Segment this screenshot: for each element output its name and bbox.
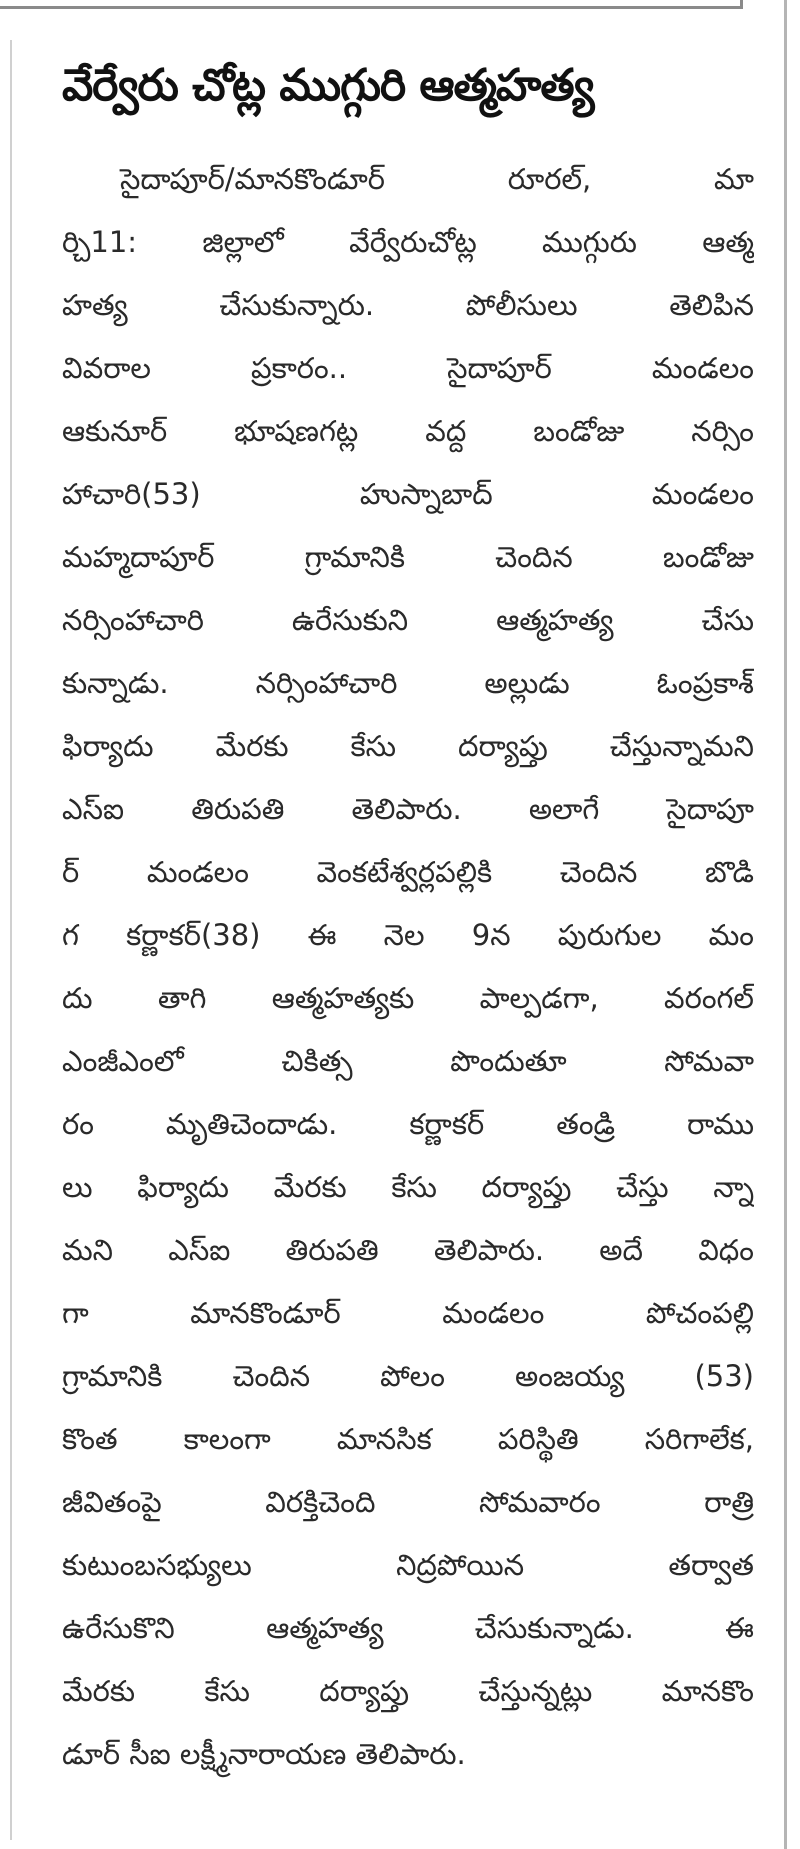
article-body-line: రం మృతిచెందాడు. కర్ణాకర్ తండ్రి రాము — [62, 1107, 754, 1141]
article-body-line: కుటుంబసభ్యులు నిద్రపోయిన తర్వాత — [62, 1548, 754, 1582]
article-body-line: హత్య చేసుకున్నారు. పోలీసులు తెలిపిన — [62, 288, 754, 322]
article-body-line: జీవితంపై విరక్తిచెంది సోమవారం రాత్రి — [62, 1485, 754, 1519]
article-body-line: మేరకు కేసు దర్యాప్తు చేస్తున్నట్లు మానకొం — [62, 1674, 754, 1708]
top-border-corner — [740, 0, 743, 9]
article-body — [62, 148, 754, 1786]
article-body-line: ర్ మండలం వెంకటేశ్వర్లపల్లికి చెందిన బొడి — [62, 855, 754, 889]
article-body-line: కున్నాడు. నర్సింహాచారి అల్లుడు ఓంప్రకాశ్ — [62, 666, 754, 700]
article-body-line: ఫిర్యాదు మేరకు కేసు దర్యాప్తు చేస్తున్నామని — [62, 729, 754, 763]
column-divider-left — [10, 40, 12, 1840]
article-body-line: ఆకునూర్ భూషణగట్ల వద్ద బండోజు నర్సిం — [62, 414, 754, 448]
article-body-line: గా మానకొండూర్ మండలం పోచంపల్లి — [62, 1296, 754, 1330]
article-body-line: వివరాల ప్రకారం.. సైదాపూర్ మండలం — [62, 351, 754, 385]
article-body-line: ఎస్ఐ తిరుపతి తెలిపారు. అలాగే సైదాపూ — [62, 792, 754, 826]
article-body-line: ఎంజీఎంలో చికిత్స పొందుతూ సోమవా — [62, 1044, 754, 1078]
article-body-line: కొంత కాలంగా మానసిక పరిస్థితి సరిగాలేక, — [62, 1422, 754, 1456]
article-body-line: నర్సింహాచారి ఉరేసుకుని ఆత్మహత్య చేసు — [62, 603, 754, 637]
news-article — [62, 48, 754, 1786]
article-body-line: లు ఫిర్యాదు మేరకు కేసు దర్యాప్తు చేస్తు న్నా — [62, 1170, 754, 1204]
article-body-line: ర్చి11: జిల్లాలో వేర్వేరుచోట్ల ముగ్గురు ఆత్మ — [62, 225, 754, 259]
article-body-line: దు తాగి ఆత్మహత్యకు పాల్పడగా, వరంగల్ — [62, 981, 754, 1015]
article-body-line: మహ్మదాపూర్ గ్రామానికి చెందిన బండోజు — [62, 540, 754, 574]
article-body-line: గ్రామానికి చెందిన పోలం అంజయ్య (53) — [62, 1359, 754, 1393]
article-body-line: డూర్ సీఐ లక్ష్మీనారాయణ తెలిపారు. — [62, 1737, 466, 1771]
top-border-line — [0, 6, 742, 9]
article-body-line: ఉరేసుకొని ఆత్మహత్య చేసుకున్నాడు. ఈ — [62, 1611, 754, 1645]
article-body-line: సైదాపూర్/మానకొండూర్ రూరల్, మా — [120, 162, 754, 196]
article-body-line: గ కర్ణాకర్(38) ఈ నెల 9న పురుగుల మం — [62, 918, 754, 952]
article-headline: వేర్వేరు చోట్ల ముగ్గురి ఆత్మహత్య — [62, 60, 594, 111]
column-divider-right — [784, 0, 787, 1849]
article-body-line: మని ఎస్ఐ తిరుపతి తెలిపారు. అదే విధం — [62, 1233, 754, 1267]
article-body-line: హాచారి(53) హుస్నాబాద్ మండలం — [62, 477, 754, 511]
